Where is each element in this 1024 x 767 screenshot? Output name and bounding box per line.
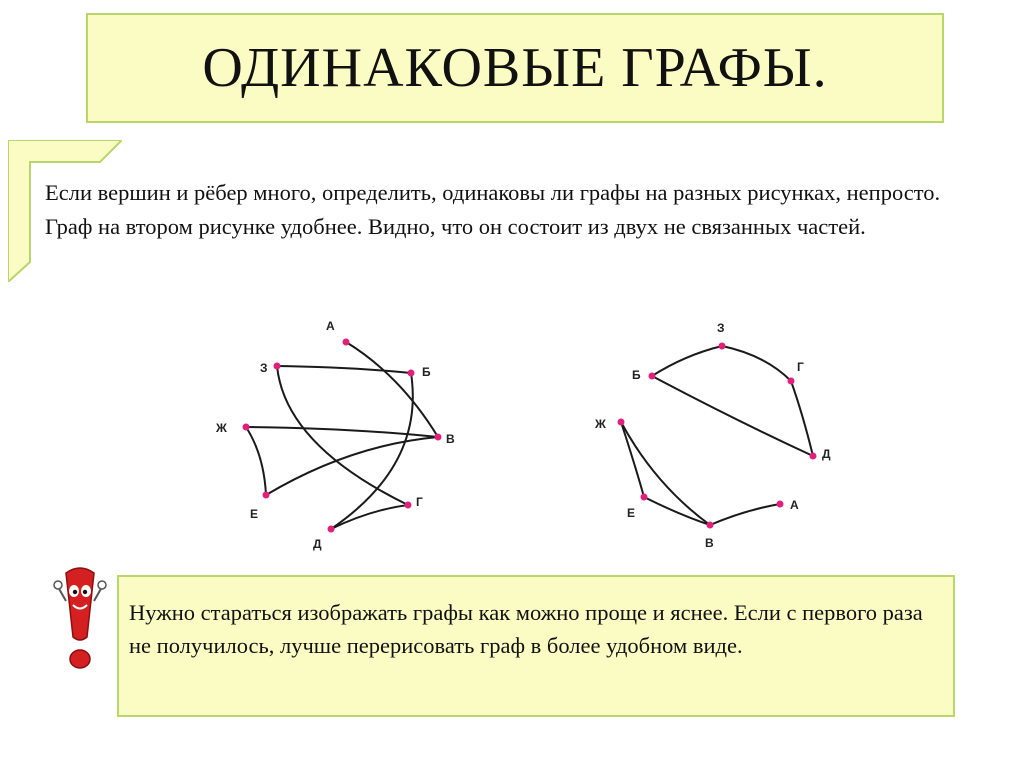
note-box <box>117 575 955 717</box>
edge-d-g <box>331 505 408 529</box>
vertex-b <box>408 370 415 377</box>
edge-z-g <box>277 366 408 505</box>
label-zh: Ж <box>216 421 227 435</box>
edge-e-v <box>266 437 438 495</box>
intro-text <box>45 176 975 244</box>
label-b: Б <box>422 365 431 379</box>
vertex-zh <box>618 419 625 426</box>
intro-line-1: Если вершин и рёбер много, определить, одинаковы ли графы на разных рисунках, непросто. <box>45 180 941 205</box>
title-box <box>86 13 944 123</box>
edge-b-d <box>652 376 813 456</box>
edge-e-v <box>644 497 710 525</box>
vertex-d <box>328 526 335 533</box>
page-title: ОДИНАКОВЫЕ ГРАФЫ. <box>202 37 828 99</box>
label-a: А <box>326 319 335 333</box>
label-v: В <box>446 432 455 446</box>
label-d: Д <box>313 537 322 551</box>
edge-v-a <box>710 504 780 525</box>
label-g: Г <box>797 360 804 374</box>
edge-g-d <box>791 381 813 456</box>
vertex-z <box>274 363 281 370</box>
exclamation-mark-mascot-icon <box>50 565 110 675</box>
edge-b-z <box>652 346 722 376</box>
graph-right-vertices <box>618 343 817 529</box>
edge-zh-e <box>246 427 266 495</box>
vertex-b <box>649 373 656 380</box>
vertex-e <box>263 492 270 499</box>
label-g: Г <box>416 495 423 509</box>
vertex-g <box>788 378 795 385</box>
intro-line-2: Граф на втором рисунке удобнее. Видно, что он состоит из двух не связанных частей. <box>45 213 866 239</box>
note-text: Нужно стараться изображать графы как можно проще и яснее. Если с первого раза не получилось, лучше перерисовать граф в более удобном виде. <box>129 600 923 658</box>
label-d: Д <box>822 447 831 461</box>
vertex-e <box>641 494 648 501</box>
graph-right-edges <box>621 346 813 525</box>
graph-right <box>585 315 855 560</box>
label-v: В <box>705 536 714 550</box>
label-b: Б <box>632 368 641 382</box>
vertex-zh <box>243 424 250 431</box>
label-e: Е <box>250 507 259 521</box>
graph-left <box>200 315 480 560</box>
vertex-g <box>405 502 412 509</box>
edge-a-v <box>346 342 438 437</box>
label-a: А <box>790 498 799 512</box>
label-z: З <box>260 361 268 375</box>
label-e: Е <box>627 506 636 520</box>
vertex-a <box>343 339 350 346</box>
label-z: З <box>717 321 725 335</box>
edge-zh-e <box>621 422 644 497</box>
label-zh: Ж <box>595 417 606 431</box>
vertex-v <box>707 522 714 529</box>
vertex-a <box>777 501 784 508</box>
vertex-v <box>435 434 442 441</box>
edge-z-b <box>277 366 411 373</box>
edge-z-g <box>722 346 791 381</box>
vertex-d <box>810 453 817 460</box>
vertex-z <box>719 343 726 350</box>
